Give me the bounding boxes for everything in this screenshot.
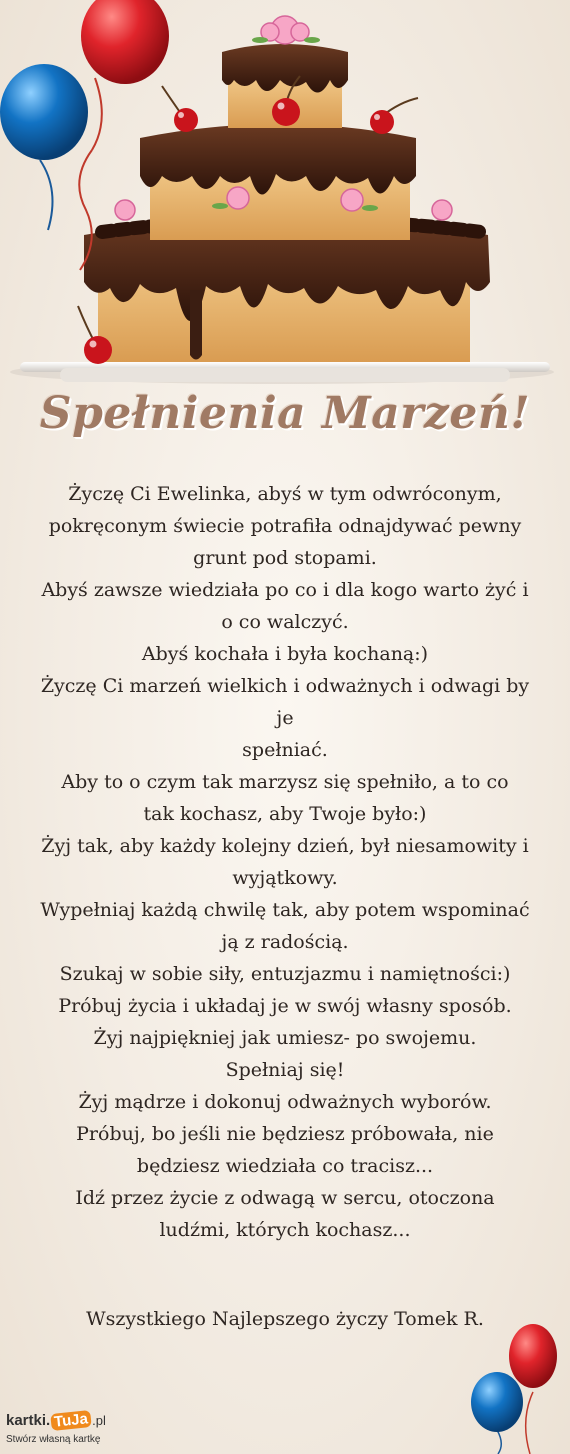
signature: Wszystkiego Najlepszego życzy Tomek R. <box>86 1308 484 1330</box>
logo-brand-mid: TuJa <box>50 1410 91 1431</box>
logo-brand <box>6 1412 106 1429</box>
logo-brand-right: .pl <box>92 1413 106 1428</box>
cake-illustration <box>0 0 570 400</box>
logo-brand-left: kartki. <box>6 1412 51 1429</box>
logo-tagline: Stwórz własną kartkę <box>6 1434 101 1445</box>
wish-text: Życzę Ci Ewelinka, abyś w tym odwróconym, pokręconym świecie potrafiła odnajdywać pewny grunt pod stopami. Abyś zawsze wiedziała po co i dla kogo warto żyć i o co walczyć. Abyś kochała i była kochaną:) Życzę Ci marzeń wielkich i odważnych i odwagi by je spełniać. Aby to o czym tak marzysz się spełniło, a to co tak kochasz, aby Twoje było:) Żyj tak, aby każdy kolejny dzień, był niesamowity i wyjątkowy. Wypełniaj każdą chwilę tak, aby potem wspominać ją z radością. Szukaj w sobie siły, entuzjazmu i namiętności:) Próbuj życia i układaj je w swój własny sposób. Żyj najpiękniej jak umiesz- po swojemu. Spełniaj się! Żyj mądrze i dokonuj odważnych wyborów. Próbuj, bo jeśli nie będziesz próbowała, nie będziesz wiedziała co tracisz... Idź przez życie z odwagą w sercu, otoczona ludźmi, których kochasz... <box>40 483 530 1241</box>
card-title: Spełnienia Marzeń! <box>39 388 531 439</box>
kartki-tuja-logo[interactable] <box>6 1412 118 1452</box>
